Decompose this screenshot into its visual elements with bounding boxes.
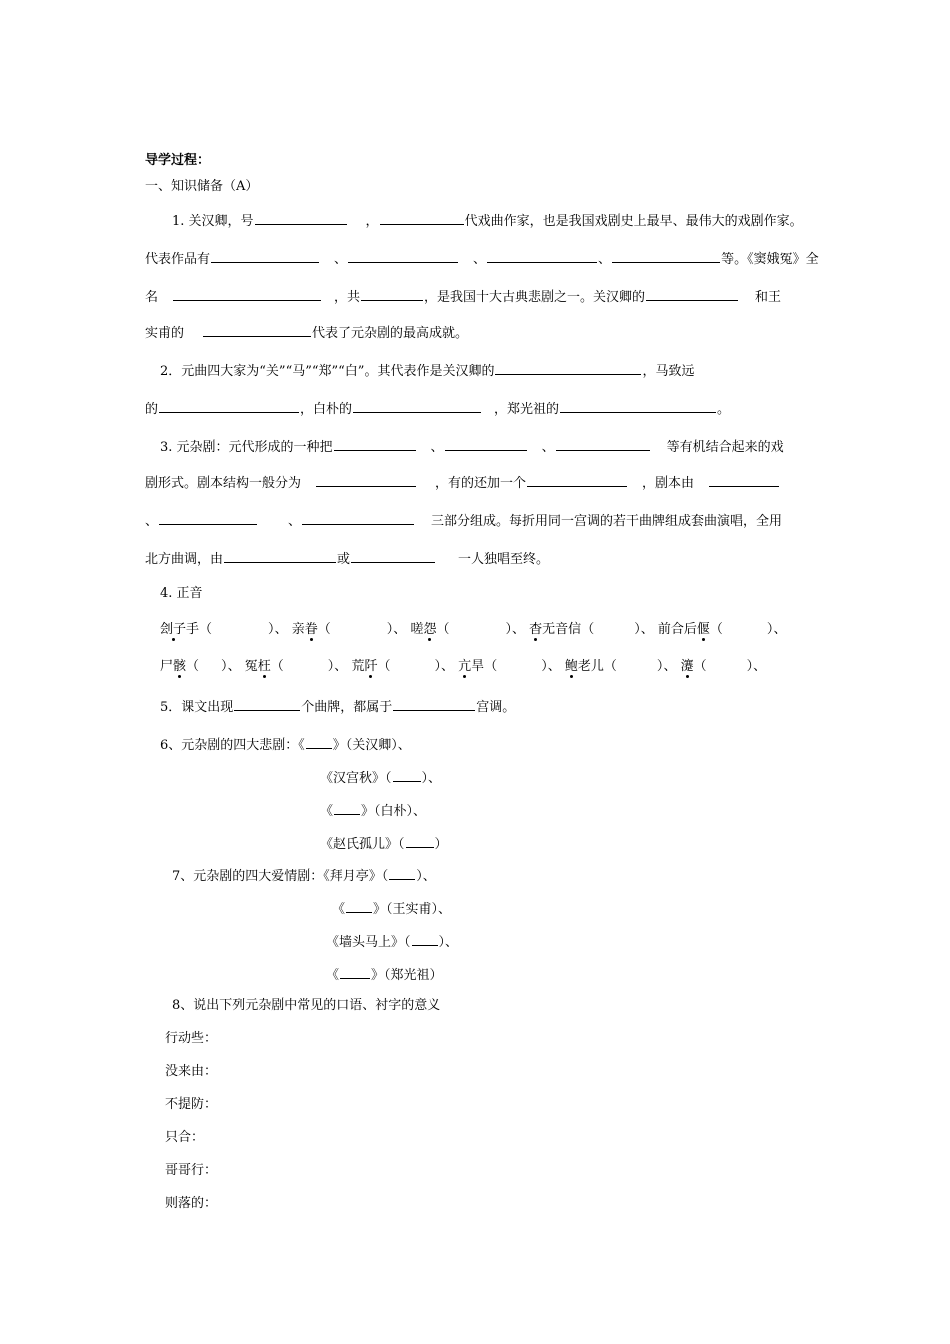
blank[interactable] (203, 322, 311, 337)
item: 鲍老儿 (564, 659, 604, 674)
blank[interactable] (316, 472, 416, 487)
text: 或 (337, 552, 351, 567)
text: 、 (288, 514, 302, 529)
item: 杳无音信 (529, 622, 582, 637)
text: 。 (717, 402, 731, 417)
text: 三部分组成。每折用同一宫调的若干曲牌组成套曲演唱，全用 (431, 514, 783, 529)
blank[interactable] (159, 510, 257, 525)
text: ，有的还加一个 (435, 476, 527, 491)
item: 前合后偃 (657, 622, 710, 637)
text: 北方曲调，由 (145, 552, 224, 567)
blank[interactable] (224, 548, 336, 563)
q6-line4: 《赵氏孤儿》（ ） (320, 833, 448, 854)
blank[interactable] (353, 398, 481, 413)
blank[interactable] (560, 398, 716, 413)
q3-line4 (145, 548, 549, 569)
section-title: 一、知识储备（A） (145, 179, 259, 194)
q7-line2: 《 》（王实甫）、 (332, 898, 451, 919)
text: 等。《窦娥冤》全 (721, 252, 819, 267)
blank[interactable] (556, 436, 650, 451)
text: ，共 (334, 290, 361, 305)
text: 和王 (755, 290, 782, 305)
text: 剧形式。剧本结构一般分为 (145, 476, 302, 491)
heading: 导学过程： (145, 153, 211, 168)
q3-line2 (145, 472, 780, 493)
q4-row2: 尸骸（ ）、 冤枉（ ）、 荒阡（ ）、 亢旱（ ）、 鲍老儿（ ）、 瀽（ ）、 (160, 659, 767, 674)
item: 嗟怨 (410, 622, 437, 637)
text: 、 (598, 252, 612, 267)
q6-line1: 6、元杂剧的四大悲剧：《 》（关汉卿）、 (160, 734, 411, 755)
q8-item: 不提防： (165, 1097, 218, 1112)
blank[interactable] (709, 472, 779, 487)
blank[interactable] (173, 286, 321, 301)
text: 5．课文出现 (160, 700, 234, 715)
q8-item: 只合： (165, 1130, 205, 1145)
blank[interactable] (302, 510, 414, 525)
text: 实甫的 (145, 326, 185, 341)
blank[interactable] (211, 248, 319, 263)
text: 2．元曲四大家为“关”“马”“郑”“白”。其代表作是关汉卿的 (160, 364, 495, 379)
text: ，白朴的 (300, 402, 353, 417)
text: 个曲牌，都属于 (301, 700, 393, 715)
blank[interactable] (527, 472, 627, 487)
blank[interactable] (234, 696, 300, 711)
q4-row1: 刽子手（ ）、 亲眷（ ）、 嗟怨（ ）、 杳无音信（ ）、 前合后偃（ ）、 (160, 622, 787, 637)
text: 3. 元杂剧：元代形成的一种把 (160, 440, 333, 455)
item: 尸骸 (160, 659, 187, 674)
blank[interactable] (351, 548, 435, 563)
q7-line3: 《墙头马上》（ ）、 (326, 931, 458, 952)
blank[interactable] (334, 800, 360, 815)
q4-title: 4. 正音 (160, 586, 203, 601)
blank[interactable] (346, 898, 372, 913)
blank[interactable] (348, 248, 458, 263)
q1-line3 (145, 286, 781, 307)
blank[interactable] (646, 286, 738, 301)
text: 一人独唱至终。 (458, 552, 550, 567)
blank[interactable] (334, 436, 416, 451)
q8-item: 行动些： (165, 1031, 218, 1046)
q7-line1: 7、元杂剧的四大爱情剧：《拜月亭》（ ）、 (172, 865, 436, 886)
text: ，是我国十大古典悲剧之一。关汉卿的 (424, 290, 646, 305)
text: 、 (145, 514, 159, 529)
text: 代表了元杂剧的最高成就。 (312, 326, 469, 341)
item: 冤枉 (244, 659, 271, 674)
q3-line3 (145, 510, 782, 531)
q6-line3: 《 》（白朴）、 (320, 800, 426, 821)
blank[interactable] (306, 734, 332, 749)
text: 的 (145, 402, 159, 417)
q1-line2 (145, 248, 819, 269)
q8-item: 则落的： (165, 1196, 218, 1211)
q7-line4: 《 》（郑光祖） (326, 964, 443, 985)
text: ，马致远 (642, 364, 695, 379)
blank[interactable] (412, 931, 438, 946)
q1-line1 (172, 210, 803, 231)
blank[interactable] (361, 286, 423, 301)
blank[interactable] (445, 436, 527, 451)
q8-item: 哥哥行： (165, 1163, 218, 1178)
text: 代戏曲作家，也是我国戏剧史上最早、最伟大的戏剧作家。 (464, 214, 803, 229)
text: 、 (473, 252, 487, 267)
q2-line2 (145, 398, 730, 419)
blank[interactable] (380, 210, 464, 225)
blank[interactable] (495, 360, 641, 375)
text: 、 (334, 252, 348, 267)
text: ， (365, 214, 379, 229)
blank[interactable] (340, 964, 370, 979)
item: 瀽 (680, 659, 694, 674)
q8-title: 8、说出下列元杂剧中常见的口语、衬字的意义 (172, 998, 441, 1013)
blank[interactable] (487, 248, 597, 263)
blank[interactable] (393, 767, 421, 782)
item: 荒阡 (351, 659, 378, 674)
text: 、 (541, 440, 555, 455)
text: 宫调。 (476, 700, 516, 715)
q8-item: 没来由： (165, 1064, 218, 1079)
blank[interactable] (159, 398, 299, 413)
blank[interactable] (389, 865, 415, 880)
item: 亢旱 (458, 659, 485, 674)
blank[interactable] (393, 696, 475, 711)
item: 刽子手 (160, 622, 200, 637)
text: ，郑光祖的 (494, 402, 560, 417)
text: 等有机结合起来的戏 (666, 440, 784, 455)
blank[interactable] (612, 248, 720, 263)
q6-line2: 《汉宫秋》（ ）、 (320, 767, 441, 788)
text: ，剧本由 (642, 476, 695, 491)
text: 、 (430, 440, 444, 455)
blank[interactable] (255, 210, 347, 225)
text: 代表作品有 (145, 252, 211, 267)
q1-line4 (145, 322, 468, 343)
q5-line (160, 696, 515, 717)
blank[interactable] (406, 833, 434, 848)
item: 亲眷 (291, 622, 318, 637)
text: 名 (145, 290, 159, 305)
q3-line1 (160, 436, 784, 457)
text: 1. 关汉卿，号 (172, 214, 254, 229)
q2-line1 (160, 360, 694, 381)
